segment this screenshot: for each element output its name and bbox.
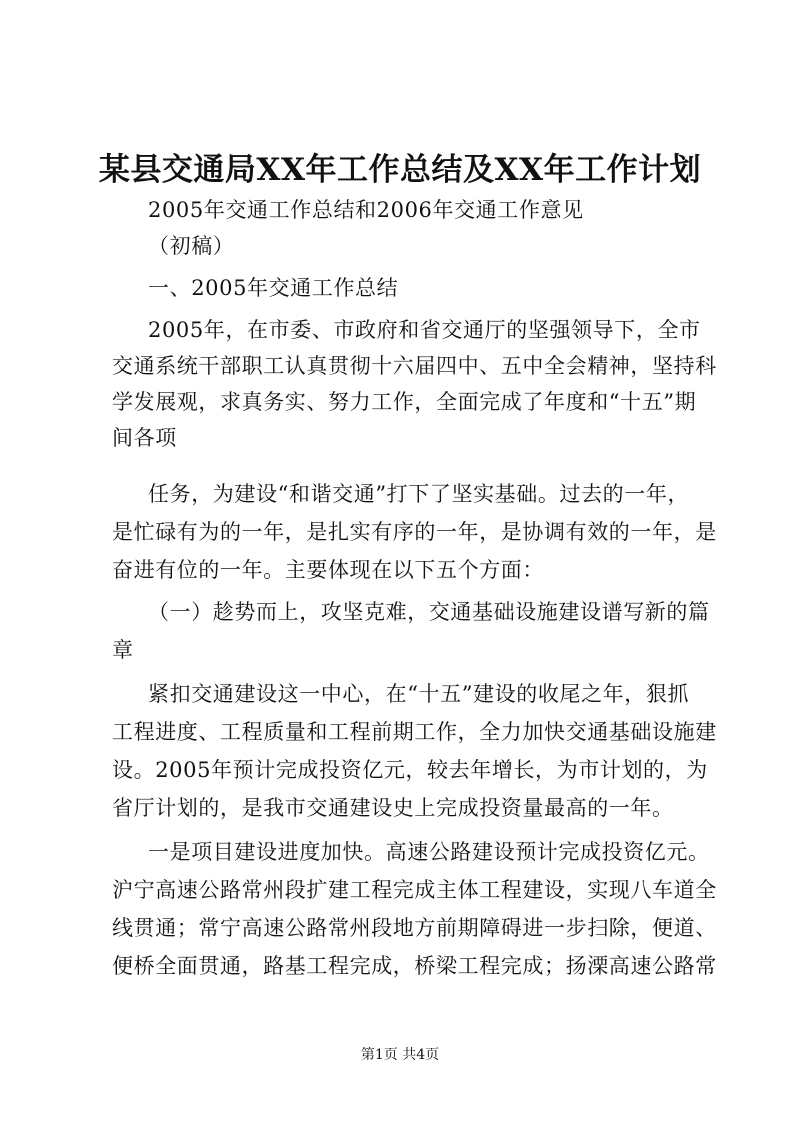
page-number: 第1页 共4页 bbox=[360, 1047, 440, 1063]
paragraph-line: 2005年，在市委、市政府和省交通厅的坚强领导下，全市 bbox=[148, 318, 701, 342]
subsection-heading-continued: 章 bbox=[112, 638, 134, 662]
paragraph-line: 任务，为建设“和谐交通”打下了坚实基础。过去的一年， bbox=[148, 482, 690, 506]
paragraph-line: 交通系统干部职工认真贯彻十六届四中、五中全会精神，坚持科 bbox=[112, 354, 717, 378]
paragraph-line: 奋进有位的一年。主要体现在以下五个方面： bbox=[112, 558, 544, 582]
paragraph-line: 沪宁高速公路常州段扩建工程完成主体工程建设，实现八车道全 bbox=[112, 878, 717, 902]
paragraph-line: 学发展观，求真务实、努力工作，全面完成了年度和“十五”期 bbox=[112, 390, 697, 414]
paragraph-line: 间各项 bbox=[112, 426, 177, 450]
subsection-heading: （一）趁势而上，攻坚克难，交通基础设施建设谱写新的篇 bbox=[148, 600, 710, 624]
paragraph-line: 便桥全面贯通，路基工程完成，桥梁工程完成；扬溧高速公路常 bbox=[112, 954, 717, 978]
paragraph-line: 工程进度、工程质量和工程前期工作，全力加快交通基础设施建 bbox=[112, 720, 717, 744]
paragraph-line: 省厅计划的，是我市交通建设史上完成投资量最高的一年。 bbox=[112, 796, 674, 820]
paragraph-line: 线贯通；常宁高速公路常州段地方前期障碍进一步扫除，便道、 bbox=[112, 916, 717, 940]
paragraph-line: 是忙碌有为的一年，是扎实有序的一年，是协调有效的一年，是 bbox=[112, 520, 717, 544]
section-heading: 一、2005年交通工作总结 bbox=[148, 276, 399, 300]
paragraph-line: 一是项目建设进度加快。高速公路建设预计完成投资亿元。 bbox=[148, 840, 710, 864]
paragraph-line: 设。2005年预计完成投资亿元，较去年增长，为市计划的，为 bbox=[112, 758, 708, 782]
document-title: 某县交通局XX年工作总结及XX年工作计划 bbox=[98, 152, 702, 188]
draft-note: （初稿） bbox=[148, 234, 235, 258]
paragraph-line: 紧扣交通建设这一中心，在“十五”建设的收尾之年，狠抓 bbox=[148, 682, 690, 706]
subtitle-line: 2005年交通工作总结和2006年交通工作意见 bbox=[148, 198, 584, 222]
